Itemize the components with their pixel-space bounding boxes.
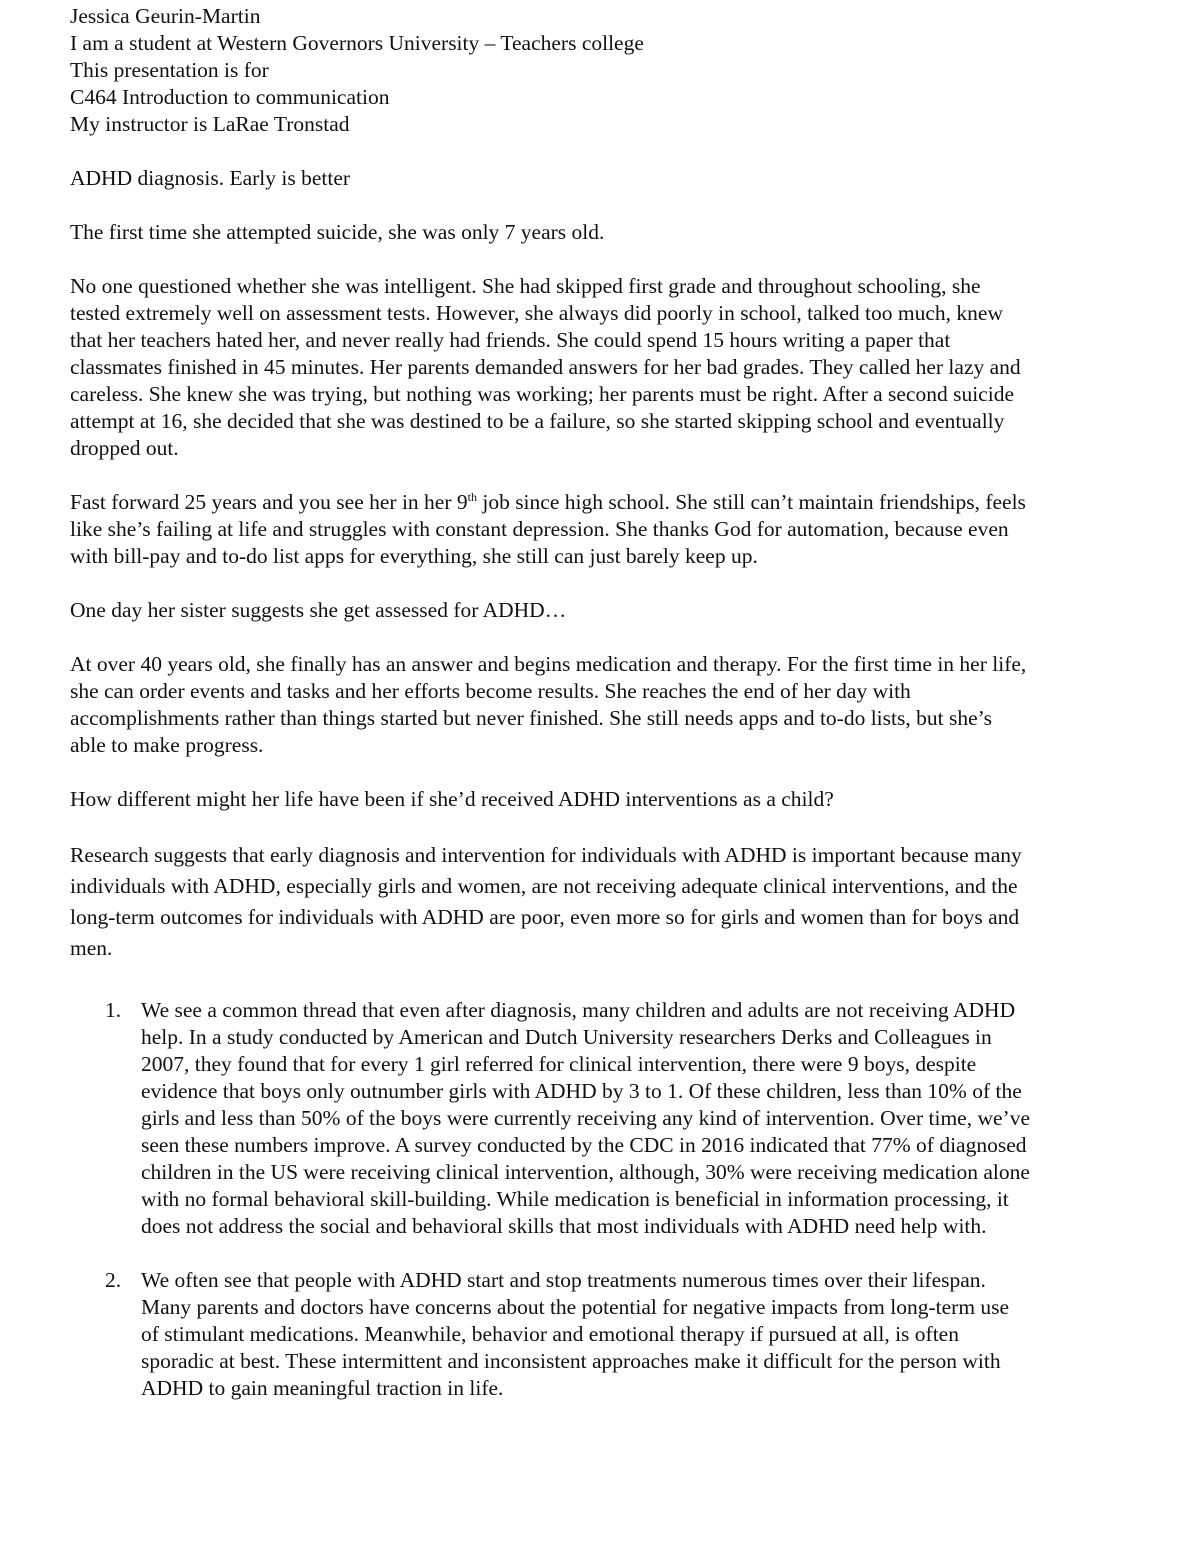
list-item-number: 1.: [105, 998, 122, 1022]
ordinal-superscript: th: [467, 489, 477, 504]
story-paragraph-4: At over 40 years old, she finally has an answer and begins medication and therapy. For the first time in her life, she can order events and tasks and her efforts become results. She reaches the end of her day with accomplishments rather than things started but never finished. She still needs apps and to-do lists, but she’s able to make progress.: [70, 652, 1027, 757]
supporting-points-list: [70, 997, 1030, 1402]
story-paragraph-1: No one questioned whether she was intelligent. She had skipped first grade and throughout schooling, she tested extremely well on assessment tests. However, she always did poorly in school, talked too much, knew that her teachers hated her, and never really had friends. She could spend 15 hours writing a paper that classmates finished in 45 minutes. Her parents demanded answers for her bad grades. They called her lazy and careless. She knew she was trying, but nothing was working; her parents must be right. After a second suicide attempt at 16, she decided that she was destined to be a failure, so she started skipping school and eventually dropped out.: [70, 274, 1021, 460]
story-paragraph-2-start: Fast forward 25 years and you see her in her 9: [70, 490, 468, 514]
story-paragraph-2: [70, 489, 1030, 570]
document-title: ADHD diagnosis. Early is better: [70, 166, 351, 190]
list-item-text: We see a common thread that even after diagnosis, many children and adults are not receiving ADHD help. In a study conducted by American and Dutch University researchers Derks and Colleagues in 2007, they found that for every 1 girl referred for clinical intervention, there were 9 boys, despite evidence that boys only outnumber girls with ADHD by 3 to 1. Of these children, less than 10% of the girls and less than 50% of the boys were currently receiving any kind of intervention. Over time, we’ve seen these numbers improve. A survey conducted by the CDC in 2016 indicated that 77% of diagnosed children in the US were receiving clinical intervention, although, 30% were receiving medication alone with no formal behavioral skill-building. While medication is beneficial in information processing, it does not address the social and behavioral skills that most individuals with ADHD need help with.: [141, 998, 1030, 1238]
instructor-name: My instructor is LaRae Tronstad: [70, 112, 350, 136]
document-page: [70, 3, 1030, 1429]
list-item: [70, 997, 1030, 1240]
author-header: [70, 3, 1030, 138]
story-paragraph-2-end: job since high school. She still can’t maintain friendships, feels like she’s failing at life and struggles with constant depression. She thanks God for automation, because even with bill-pay and to-do list apps for everything, she still can just barely keep up.: [70, 490, 1026, 568]
research-thesis: Research suggests that early diagnosis and intervention for individuals with ADHD is important because many individuals with ADHD, especially girls and women, are not receiving adequate clinical interventions, and the long-term outcomes for individuals with ADHD are poor, even more so for girls and women than for boys and men.: [70, 843, 1022, 960]
course-name: C464 Introduction to communication: [70, 85, 390, 109]
author-school: I am a student at Western Governors University – Teachers college: [70, 31, 644, 55]
list-item: [70, 1267, 1030, 1402]
central-question: How different might her life have been if she’d received ADHD interventions as a child?: [70, 787, 834, 811]
presentation-purpose: This presentation is for: [70, 58, 269, 82]
story-paragraph-3: One day her sister suggests she get assessed for ADHD…: [70, 598, 567, 622]
author-name: Jessica Geurin-Martin: [70, 4, 261, 28]
list-item-text: We often see that people with ADHD start and stop treatments numerous times over their lifespan. Many parents and doctors have concerns about the potential for negative impacts from long-term use of stimulant medications. Meanwhile, behavior and emotional therapy if pursued at all, is often sporadic at best. These intermittent and inconsistent approaches make it difficult for the person with ADHD to gain meaningful traction in life.: [141, 1268, 1010, 1400]
hook-sentence: The first time she attempted suicide, she was only 7 years old.: [70, 220, 605, 244]
list-item-number: 2.: [105, 1268, 122, 1292]
